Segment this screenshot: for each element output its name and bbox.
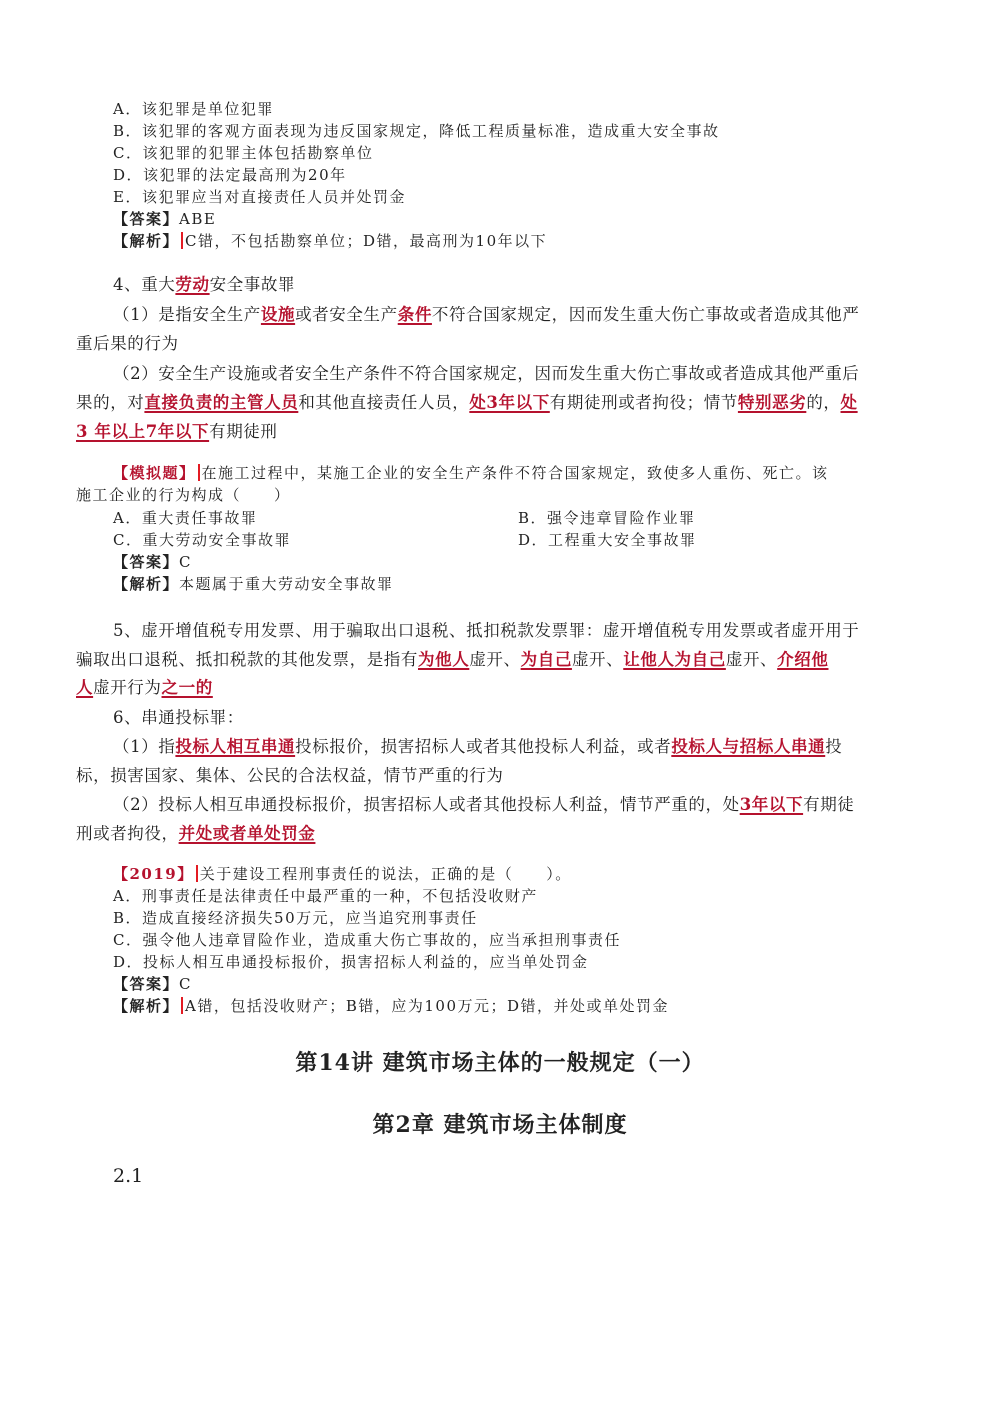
text-span: 的， [806,393,841,412]
text-span: 和其他直接责任人员， [298,393,470,412]
text-span: 关于建设工程刑事责任的说法，正确的是（ ）。 [199,865,572,883]
section-4-p2-line2 [76,389,858,413]
text-span: 果的，对 [76,393,145,412]
mock-option-d: D．工程重大安全事故罪 [518,531,697,549]
highlight-one-of: 之一的 [161,678,213,697]
highlight-under-3-years: 3年以下 [739,795,804,814]
text-span: 刑或者拘役， [76,824,179,843]
text-span: 虚开行为 [93,678,162,697]
answer-tag: 【答案】 [113,975,180,993]
q2019-option-b: B．造成直接经济损失50万元，应当追究刑事责任 [113,909,478,927]
section-5-line3 [76,674,213,698]
answer-line [113,208,216,229]
option-c: C．该犯罪的犯罪主体包括勘察单位 [113,144,374,162]
mock-question-line1 [113,462,829,483]
mock-option-b: B．强令违章冒险作业罪 [518,509,696,527]
text-span: 骗取出口退税、抵扣税款的其他发票，是指有 [76,650,418,669]
mock-tag: 【模拟题】 [113,464,196,482]
highlight-fine: 并处或者单处罚金 [178,824,316,843]
text-span: 投 [825,737,843,756]
q2019-analysis-line [113,995,669,1016]
section-number: 2.1 [113,1165,144,1187]
section-4-title [113,271,295,295]
text-span: 虚开、 [469,650,521,669]
section-4-p1-line1 [113,301,859,325]
highlight-let-others: 让他人为自己 [623,650,726,669]
mock-option-c: C．重大劳动安全事故罪 [113,531,291,549]
text-span: 有期徒刑或者拘役；情节 [549,393,738,412]
mock-answer-line [113,551,192,572]
analysis-tag: 【解析】 [113,575,180,593]
section-5-line1: 5、虚开增值税专用发票、用于骗取出口退税、抵扣税款发票罪：虚开增值税专用发票或者虚开用于 [113,621,860,640]
analysis-text: C错，不包括勘察单位；D错，最高刑为10年以下 [185,232,548,250]
q2019-option-a: A．刑事责任是法律责任中最严重的一种，不包括没收财产 [113,887,538,905]
highlight-for-others: 为他人 [418,650,470,669]
section-6-p2-line2 [76,820,315,844]
highlight-responsible-person: 直接负责的主管人员 [144,393,299,412]
section-5-line2 [76,646,828,670]
lecture-title: 第14讲 建筑市场主体的一般规定（一） [295,1050,705,1076]
section-4-p2-line1: （2）安全生产设施或者安全生产条件不符合国家规定，因而发生重大伤亡事故或者造成其他严重后 [113,364,860,383]
answer-tag: 【答案】 [113,210,180,228]
text-span: （1）指 [113,737,176,756]
highlight-introduce: 介绍他 [777,650,829,669]
text-cursor-mark [198,464,200,481]
text-span: 虚开、 [571,650,624,669]
answer-value: ABE [179,210,217,228]
section-6-p1-line1 [113,733,842,757]
q2019-option-c: C．强令他人违章冒险作业，造成重大伤亡事故的，应当承担刑事责任 [113,931,621,949]
highlight-under-3-years: 处3年以下 [469,393,550,412]
text-span: （2）投标人相互串通投标报价，损害招标人或者其他投标人利益，情节严重的，处 [113,795,740,814]
q2019-answer-line [113,973,192,994]
text-span: 不符合国家规定，因而发生重大伤亡事故或者造成其他严 [431,305,860,324]
text-span: 4、重大 [113,275,176,294]
mock-option-a: A．重大责任事故罪 [113,509,258,527]
answer-value: C [179,975,192,993]
option-a: A．该犯罪是单位犯罪 [113,100,274,118]
answer-value: C [179,553,192,571]
text-span: 有期徒刑 [209,422,278,441]
year-tag: 【2019】 [113,865,194,883]
analysis-tag: 【解析】 [113,232,180,250]
text-span: 或者安全生产 [295,305,398,324]
text-cursor-mark [181,997,183,1014]
section-4-p2-line3 [76,418,278,442]
section-6-title: 6、串通投标罪： [113,708,244,727]
highlight-condition: 条件 [397,305,432,324]
analysis-tag: 【解析】 [113,997,180,1015]
chapter-title: 第2章 建筑市场主体制度 [372,1112,628,1138]
text-span: （1）是指安全生产 [113,305,261,324]
section-6-p1-line2: 标，损害国家、集体、公民的合法权益，情节严重的行为 [76,766,504,785]
option-e: E．该犯罪应当对直接责任人员并处罚金 [113,188,406,206]
option-d: D．该犯罪的法定最高刑为20年 [113,166,347,184]
text-span: 投标报价，损害招标人或者其他投标人利益，或者 [295,737,672,756]
analysis-text: 本题属于重大劳动安全事故罪 [179,575,394,593]
text-span: 安全事故罪 [209,275,296,294]
highlight-facility: 设施 [260,305,296,324]
analysis-line [113,230,547,251]
mock-question-line2: 施工企业的行为构成（ ） [76,486,291,504]
option-b: B．该犯罪的客观方面表现为违反国家规定，降低工程质量标准，造成重大安全事故 [113,122,720,140]
highlight-chu: 处 [840,393,858,412]
analysis-text: A错，包括没收财产；B错，应为100万元；D错，并处或单处罚金 [185,997,670,1015]
text-span: 有期徒 [803,795,855,814]
section-6-p2-line1 [113,791,854,815]
highlight-for-self: 为自己 [520,650,572,669]
text-cursor-mark [196,865,198,882]
q2019-option-d: D．投标人相互串通投标报价，损害招标人利益的，应当单处罚金 [113,953,589,971]
highlight-3-to-7-years: 3 年以上7年以下 [76,422,210,441]
answer-tag: 【答案】 [113,553,180,571]
q2019-question [113,863,572,884]
highlight-bidders-collude: 投标人相互串通 [175,737,296,756]
text-span: 在施工过程中，某施工企业的安全生产条件不符合国家规定，致使多人重伤、死亡。该 [201,464,829,482]
highlight-person: 人 [76,678,94,697]
mock-analysis-line [113,573,394,594]
section-4-p1-line2: 重后果的行为 [76,334,179,353]
highlight-especially-bad: 特别恶劣 [737,393,807,412]
highlight-bidder-tenderer-collude: 投标人与招标人串通 [671,737,826,756]
text-span: 虚开、 [725,650,778,669]
highlight-labor: 劳动 [175,275,210,294]
text-cursor-mark [181,232,183,249]
